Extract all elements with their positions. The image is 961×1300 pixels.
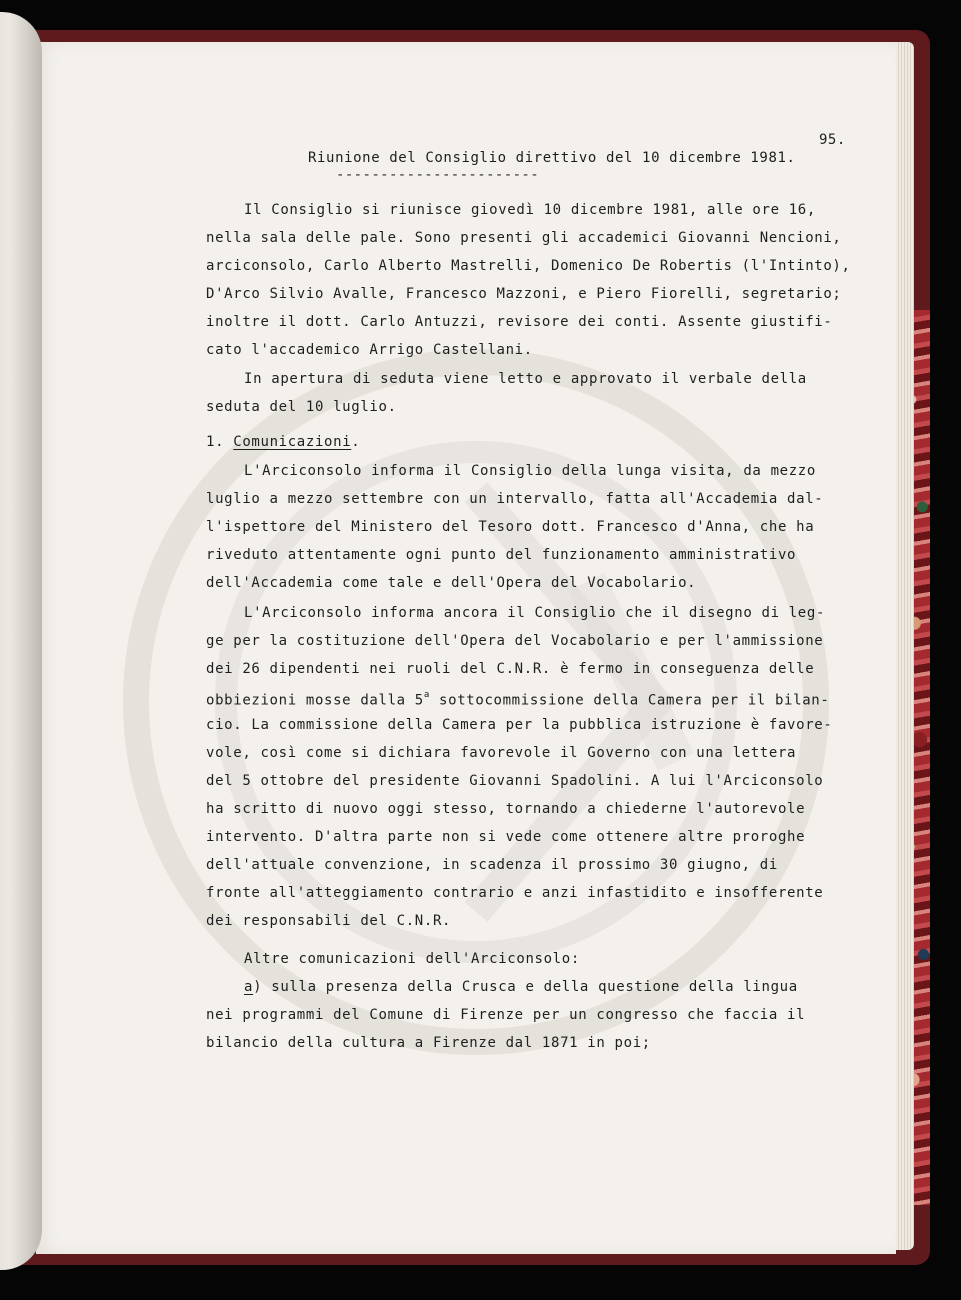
line-text: nella sala delle pale. Sono presenti gli accademici Giovanni Nencioni,: [206, 230, 842, 246]
text-line: [244, 605, 825, 621]
text-line: [206, 689, 829, 709]
line-text: intervento. D'altra parte non si vede come ottenere altre proroghe: [206, 829, 806, 845]
text-line: [244, 371, 807, 387]
line-text: seduta del 10 luglio.: [206, 399, 397, 415]
line-text: L'Arciconsolo informa il Consiglio della lunga visita, da mezzo: [244, 463, 816, 479]
text-line: [244, 463, 816, 479]
text-line: [206, 717, 832, 733]
line-text-tail: sottocommissione della Camera per il bilan-: [429, 692, 830, 709]
line-text: dell'Accademia come tale e dell'Opera del Vocabolario.: [206, 575, 697, 591]
text-line: [206, 491, 823, 507]
text-line: [244, 951, 580, 967]
text-line: [206, 745, 796, 761]
facing-page-edge: [0, 12, 42, 1270]
superscript: a: [423, 690, 430, 700]
text-line: [206, 1007, 805, 1023]
line-text: obbiezioni mosse dalla 5: [206, 692, 424, 709]
line-text: dell'attuale convenzione, in scadenza il prossimo 30 giugno, di: [206, 857, 778, 873]
text-line: [206, 661, 814, 677]
text-line: [206, 773, 823, 789]
text-line: [206, 857, 778, 873]
line-text: L'Arciconsolo informa ancora il Consiglio che il disegno di leg-: [244, 605, 826, 621]
line-text: luglio a mezzo settembre con un intervallo, fatta all'Accademia dal-: [206, 491, 824, 507]
text-line: [206, 519, 814, 535]
line-text: dei responsabili del C.N.R.: [206, 913, 452, 929]
text-line: [244, 979, 798, 995]
line-text: In apertura di seduta viene letto e approvato il verbale della: [244, 371, 807, 387]
text-line: [206, 801, 805, 817]
line-text-tail: .: [351, 434, 361, 450]
text-line: [206, 342, 533, 358]
underlined-text: a: [244, 979, 254, 995]
text-line: [206, 547, 796, 563]
underlined-text: Comunicazioni: [233, 434, 352, 450]
line-text: del 5 ottobre del presidente Giovanni Spadolini. A lui l'Arciconsolo: [206, 773, 824, 789]
text-line: [206, 399, 397, 415]
line-text: ge per la costituzione dell'Opera del Vocabolario e per l'ammissione: [206, 633, 824, 649]
line-text: inoltre il dott. Carlo Antuzzi, revisore dei conti. Assente giustifi-: [206, 314, 833, 330]
line-text: vole, così come si dichiara favorevole il Governo con una lettera: [206, 745, 797, 761]
text-line: [206, 434, 360, 450]
line-text: Il Consiglio si riunisce giovedì 10 dicembre 1981, alle ore 16,: [244, 202, 816, 218]
line-text: Altre comunicazioni dell'Arciconsolo:: [244, 951, 580, 967]
line-text: dei 26 dipendenti nei ruoli del C.N.R. è fermo in conseguenza delle: [206, 661, 815, 677]
text-line: [206, 829, 805, 845]
text-line: [206, 913, 451, 929]
line-text: cio. La commissione della Camera per la pubblica istruzione è favore-: [206, 717, 833, 733]
page-number: 95.: [819, 132, 846, 148]
text-line: [206, 1035, 651, 1051]
text-line: [206, 258, 851, 274]
title-underline-rule: -----------------------: [336, 167, 540, 183]
line-text: fronte all'atteggiamento contrario e anzi infastidito e insofferente: [206, 885, 824, 901]
text-line: [206, 575, 696, 591]
line-text: riveduto attentamente ogni punto del funzionamento amministrativo: [206, 547, 797, 563]
document-title: Riunione del Consiglio direttivo del 10 dicembre 1981.: [308, 150, 796, 166]
text-line: [206, 633, 823, 649]
line-text: ha scritto di nuovo oggi stesso, tornando a chiederne l'autorevole: [206, 801, 806, 817]
line-text: l'ispettore del Ministero del Tesoro dott. Francesco d'Anna, che ha: [206, 519, 815, 535]
line-text: 1.: [206, 434, 234, 450]
text-line: [244, 202, 816, 218]
text-line: [206, 230, 842, 246]
text-line: [206, 314, 832, 330]
line-text: nei programmi del Comune di Firenze per un congresso che faccia il: [206, 1007, 806, 1023]
text-line: [206, 885, 823, 901]
line-text: cato l'accademico Arrigo Castellani.: [206, 342, 533, 358]
document-page: [36, 42, 896, 1254]
line-text: D'Arco Silvio Avalle, Francesco Mazzoni, e Piero Fiorelli, segretario;: [206, 286, 842, 302]
line-text-tail: ) sulla presenza della Crusca e della questione della lingua: [253, 979, 798, 995]
text-line: [206, 286, 842, 302]
line-text: bilancio della cultura a Firenze dal 1871 in poi;: [206, 1035, 651, 1051]
line-text: arciconsolo, Carlo Alberto Mastrelli, Domenico De Robertis (l'Intinto),: [206, 258, 851, 274]
